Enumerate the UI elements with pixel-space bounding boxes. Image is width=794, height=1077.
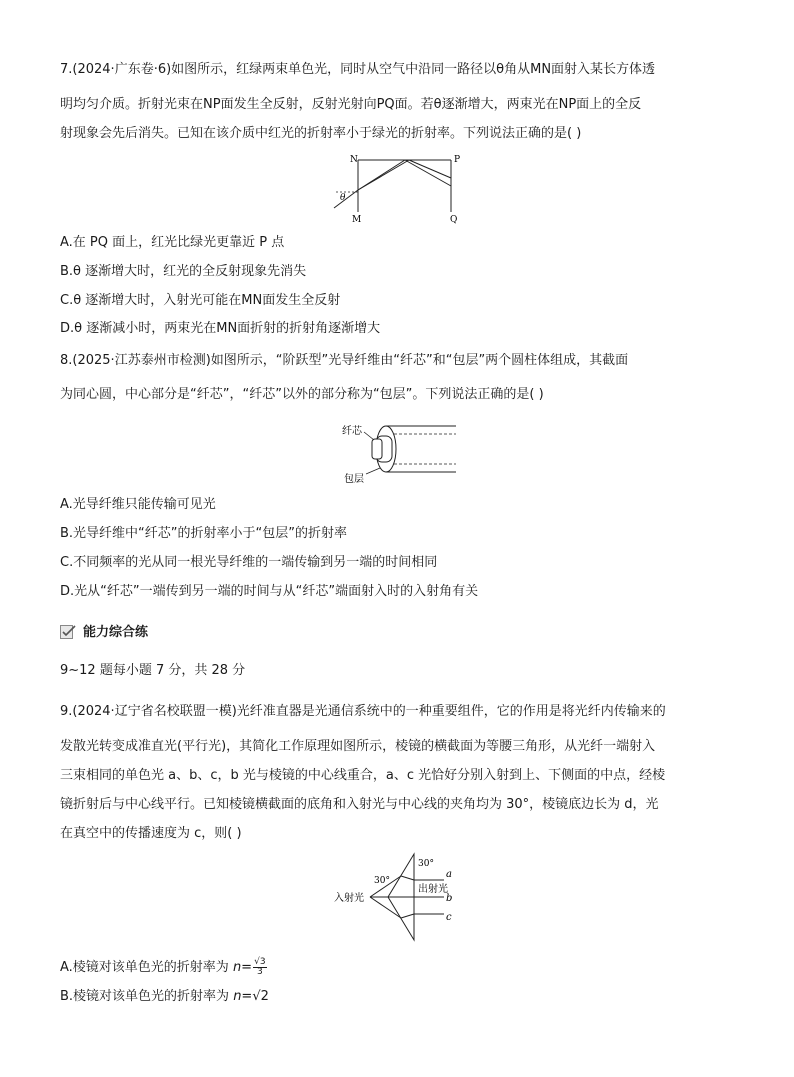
q7-label-q: Q [450, 215, 458, 225]
q8-option-c: C.不同频率的光从同一根光导纤维的一端传输到另一端的时间相同 [60, 555, 438, 570]
q9-stem-line-5: 在真空中的传播速度为 c，则( ) [60, 826, 242, 841]
check-document-icon [60, 625, 76, 639]
q9-option-a-numerator: √3 [254, 957, 266, 967]
q9-option-a-var: n= [232, 960, 253, 975]
q7-label-n: N [350, 155, 358, 165]
q9-label-a: a [446, 869, 452, 880]
q9-stem-line-2: 发散光转变成准直光(平行光)，其简化工作原理如图所示，棱镜的横截面为等腰三角形，从光纤一端射入 [60, 739, 656, 754]
q7-label-p: P [454, 155, 461, 165]
q9-label-angle-top: 30° [418, 859, 434, 869]
q9-label-incident: 入射光 [334, 893, 364, 904]
q7-option-c: C.θ 逐渐增大时，入射光可能在MN面发生全反射 [60, 293, 341, 308]
q9-option-b-value: √2 [252, 989, 269, 1004]
q7-option-a: A.在 PQ 面上，红光比绿光更靠近 P 点 [60, 235, 285, 250]
q9-option-a [60, 958, 267, 977]
q8-stem-line-2: 为同心圆，中心部分是“纤芯”，“纤芯”以外的部分称为“包层”。下列说法正确的是( ) [60, 387, 544, 402]
q9-option-a-text: A.棱镜对该单色光的折射率为 [60, 960, 233, 975]
q9-label-angle-left: 30° [374, 876, 390, 886]
q8-option-a: A.光导纤维只能传输可见光 [60, 497, 216, 512]
section-title: 能力综合练 [83, 625, 149, 640]
q9-stem-line-1: 9.(2024·辽宁省名校联盟一模)光纤准直器是光通信系统中的一种重要组件，它的作用是将光纤内传输来的 [60, 704, 666, 719]
q8-option-b: B.光导纤维中“纤芯”的折射率小于“包层”的折射率 [60, 526, 347, 541]
section-scoring: 9~12 题每小题 7 分，共 28 分 [60, 663, 246, 678]
q9-option-b-var: n= [233, 989, 253, 1004]
q9-stem-line-3: 三束相同的单色光 a、b、c，b 光与棱镜的中心线重合，a、c 光恰好分别入射到上、下侧面的中点，经棱 [60, 768, 666, 783]
q7-label-m: M [352, 215, 362, 225]
q8-label-core: 纤芯 [342, 426, 362, 437]
q8-label-cladding: 包层 [344, 474, 364, 485]
q9-option-b [60, 988, 269, 1006]
q7-stem-line-2: 明均匀介质。折射光束在NP面发生全反射，反射光射向PQ面。若θ逐渐增大，两束光在NP面上的全反 [60, 97, 642, 112]
q7-option-d: D.θ 逐渐减小时，两束光在MN面折射的折射角逐渐增大 [60, 321, 381, 336]
q8-stem-line-1: 8.(2025·江苏泰州市检测)如图所示，“阶跃型”光导纤维由“纤芯”和“包层”两个圆柱体组成，其截面 [60, 353, 629, 368]
q7-figure-rectangular-medium [330, 150, 475, 228]
q9-stem-line-4: 镜折射后与中心线平行。已知棱镜横截面的底角和入射光与中心线的夹角均为 30°，棱镜底边长为 d，光 [60, 797, 659, 812]
q9-option-a-fraction [253, 958, 266, 977]
q8-option-d: D.光从“纤芯”一端传到另一端的时间与从“纤芯”端面射入时的入射角有关 [60, 584, 479, 599]
q7-label-theta: θ [340, 193, 346, 203]
q9-label-b: b [446, 893, 453, 904]
q8-figure-optical-fiber [338, 416, 463, 486]
q9-label-outgoing: 出射光 [418, 884, 448, 895]
q7-stem-line-3: 射现象会先后消失。已知在该介质中红光的折射率小于绿光的折射率。下列说法正确的是( ) [60, 126, 582, 141]
q9-figure-prism [334, 850, 464, 946]
q9-label-c: c [446, 912, 452, 923]
q9-option-a-denominator: 3 [256, 967, 263, 977]
q7-option-b: B.θ 逐渐增大时，红光的全反射现象先消失 [60, 264, 307, 279]
q9-option-b-text: B.棱镜对该单色光的折射率为 [60, 989, 234, 1004]
q7-stem-line-1: 7.(2024·广东卷·6)如图所示，红绿两束单色光，同时从空气中沿同一路径以θ角从MN面射入某长方体透 [60, 62, 656, 77]
